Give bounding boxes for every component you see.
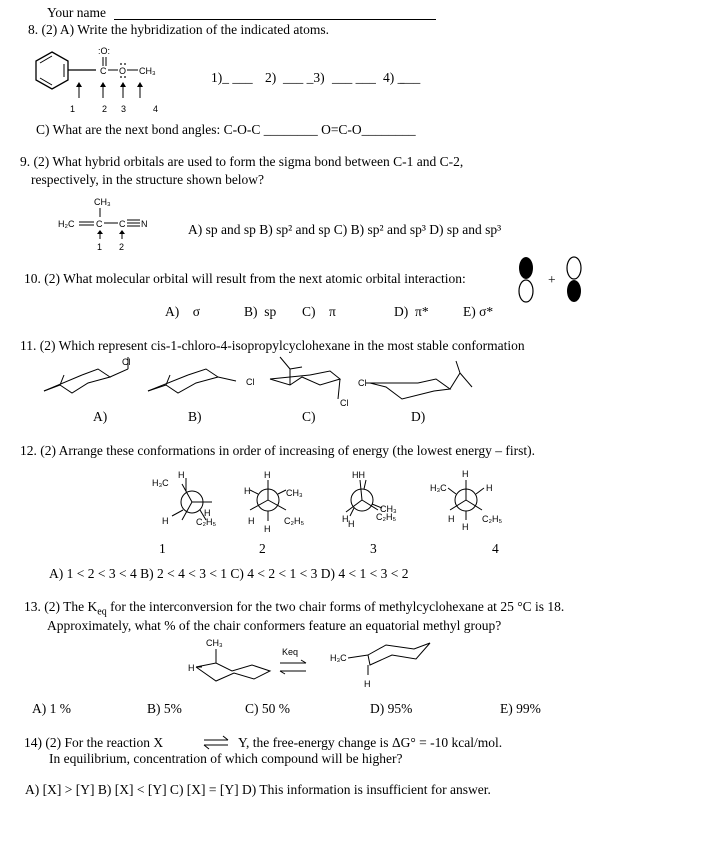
q9-n: N (141, 219, 148, 229)
q12-1-h3c: H₃C (152, 478, 169, 488)
q12-4-h-bl: H (448, 514, 455, 524)
q12-1-h-right: H (204, 508, 211, 518)
q12-num-3: 3 (370, 541, 377, 556)
name-underline[interactable] (114, 19, 436, 20)
q13-answer-c[interactable]: C) 50 % (245, 701, 290, 716)
q8-blank-4b[interactable]: ___ (400, 70, 421, 85)
q8-blank-3b[interactable]: ___ ___ (332, 70, 376, 85)
q9-num-2: 2 (119, 242, 125, 252)
q9-ch3: CH₃ (94, 197, 111, 207)
q9-structure (58, 195, 158, 255)
q12-3-h-1: H (342, 514, 349, 524)
q8-blank-1[interactable]: 1)_ ___ (211, 70, 253, 85)
q11-cl-c: Cl (340, 398, 349, 408)
q12-2-h-left: H (244, 486, 251, 496)
q10-plus: + (548, 272, 556, 287)
q9-c1: C (96, 219, 103, 229)
q12-3-ch3: CH₃ (380, 504, 397, 514)
q13-h-left: H (188, 663, 195, 673)
q8-blank-2[interactable]: 2) (265, 70, 277, 85)
q10-answer-c[interactable]: C) π (302, 304, 336, 319)
q8-structure (28, 40, 208, 120)
q12-2-c2h5: C₂H₅ (284, 516, 305, 526)
q8-part-c: C) What are the next bond angles: C-O-C ________ O=C-O________ (36, 122, 416, 137)
q11-cl-a: Cl (122, 357, 131, 367)
q14-answers[interactable]: A) [X] > [Y] B) [X] < [Y] C) [X] = [Y] D) This information is insufficient for answer. (25, 782, 491, 797)
q8-o-top: :O: (98, 46, 111, 56)
q8-num-1: 1 (70, 104, 76, 114)
q8-num-2: 2 (102, 104, 108, 114)
q12-4-h-right: H (486, 483, 493, 493)
q13-answer-a[interactable]: A) 1 % (32, 701, 71, 716)
q11-option-d[interactable]: D) (411, 409, 426, 424)
q9-h2c: H₂C (58, 219, 75, 229)
q9-c2: C (119, 219, 126, 229)
q8-num-4: 4 (153, 104, 159, 114)
q12-4-h-top: H (462, 469, 469, 479)
q11-option-a[interactable]: A) (93, 409, 108, 424)
q12-4-c2h5: C₂H₅ (482, 514, 503, 524)
q10-answer-e[interactable]: E) σ* (463, 304, 494, 319)
q12-4-h3c: H₃C (430, 483, 447, 493)
q12-3-c2h5: C₂H₅ (376, 512, 397, 522)
equilibrium-arrows-icon (202, 734, 232, 750)
q8-stem: 8. (2) A) Write the hybridization of the indicated atoms. (28, 22, 330, 37)
q8-blank-4[interactable]: 4) _ (383, 70, 405, 85)
q12-2-h-bottom: H (264, 524, 271, 534)
q10-answer-a[interactable]: A) σ (165, 304, 201, 319)
q11-cl-b: Cl (246, 377, 255, 387)
q8-blank-3[interactable]: ___ _3) (283, 70, 325, 85)
q13-answer-b[interactable]: B) 5% (147, 701, 182, 716)
q12-2-ch3: CH₃ (286, 488, 303, 498)
q11-stem: 11. (2) Which represent cis-1-chloro-4-isopropylcyclohexane in the most stable conformation (20, 338, 525, 353)
q14-stem-2: In equilibrium, concentration of which compound will be higher? (49, 751, 403, 766)
q8-num-3: 3 (121, 104, 127, 114)
q13-answer-e[interactable]: E) 99% (500, 701, 541, 716)
q13-keq-label: Keq (282, 647, 299, 657)
q12-stem: 12. (2) Arrange these conformations in order of increasing of energy (the lowest energy – first). (20, 443, 535, 458)
q14-stem-1a: 14) (2) For the reaction X (24, 735, 164, 750)
q12-1-h-top: H (178, 470, 185, 480)
q13-ch3: CH₃ (206, 638, 223, 648)
q12-num-1: 1 (159, 541, 166, 556)
q12-answers[interactable]: A) 1 < 2 < 3 < 4 B) 2 < 4 < 3 < 1 C) 4 < 2 < 1 < 3 D) 4 < 1 < 3 < 2 (49, 566, 409, 581)
q11-cl-d: Cl (358, 378, 367, 388)
q13-equilibrium-diagram (180, 635, 440, 693)
q9-stem-1: 9. (2) What hybrid orbitals are used to form the sigma bond between C-1 and C-2, (20, 154, 464, 169)
q13-h3c: H₃C (330, 653, 347, 663)
name-label: Your name (47, 5, 107, 20)
q12-3-hh: HH (352, 470, 365, 480)
q10-answer-b[interactable]: B) sp (244, 304, 277, 319)
q9-answers[interactable]: A) sp and sp B) sp² and sp C) B) sp² and sp³ D) sp and sp³ (188, 222, 502, 237)
q10-answer-d[interactable]: D) π* (394, 304, 429, 319)
q12-1-c2h5: C₂H₅ (196, 517, 217, 527)
q9-stem-2: respectively, in the structure shown below? (31, 172, 265, 187)
q8-ch3: CH₃ (139, 66, 156, 76)
q11-option-c[interactable]: C) (302, 409, 316, 424)
q12-1-h-left: H (162, 516, 169, 526)
q11-option-b[interactable]: B) (188, 409, 202, 424)
q12-num-2: 2 (259, 541, 266, 556)
q14-stem-1b: Y, the free-energy change is ΔG° = -10 kcal/mol. (238, 735, 503, 750)
q9-num-1: 1 (97, 242, 103, 252)
q12-num-4: 4 (492, 541, 499, 556)
q13-answer-d[interactable]: D) 95% (370, 701, 413, 716)
q13-stem-1: 13. (2) The $K_{eq}$ for the interconversion for the two chair forms of methylcyclohexane at 25 °C is 18. (24, 599, 565, 618)
p-orbital-icon (516, 256, 596, 304)
q12-4-h-bottom: H (462, 522, 469, 532)
q10-stem: 10. (2) What molecular orbital will result from the next atomic orbital interaction: (24, 271, 466, 286)
q12-3-h-2: H (348, 519, 355, 529)
q13-h-bottom: H (364, 679, 371, 689)
q8-o-atom: O (119, 66, 127, 76)
q12-newman-projections (150, 466, 530, 541)
q12-2-h-top: H (264, 470, 271, 480)
q12-2-h-bl: H (248, 516, 255, 526)
q13-stem-2: Approximately, what % of the chair conformers feature an equatorial methyl group? (47, 618, 502, 633)
q11-chairs (40, 355, 480, 415)
q8-c-atom: C (100, 66, 107, 76)
